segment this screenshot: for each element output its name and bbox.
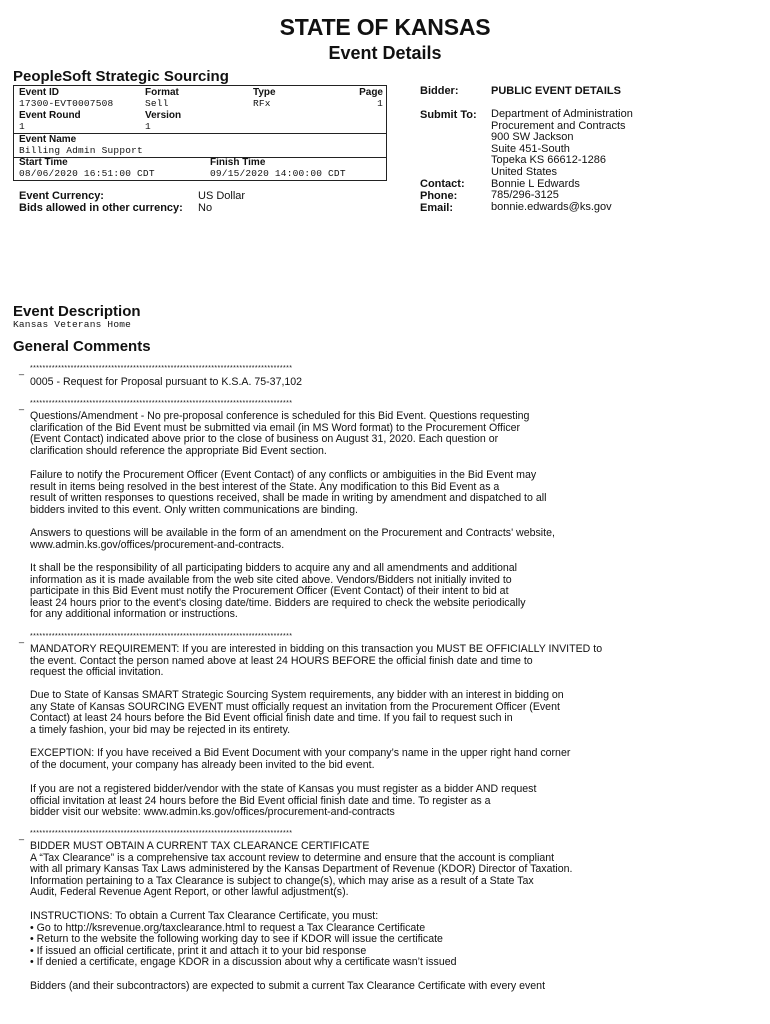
event-id-value: 17300-EVT0007508 <box>19 98 114 109</box>
contact-name: Bonnie L Edwards <box>491 177 580 190</box>
comment-paragraph: Bidders (and their subcontractors) are expected to submit a current Tax Clearance Certificate with every event <box>30 980 546 992</box>
comment-paragraph: BIDDER MUST OBTAIN A CURRENT TAX CLEARANCE CERTIFICATE A “Tax Clearance” is a comprehensive tax account review to determine and ensure that the account is compliant with all primary Kansas Tax Laws administered by the Kansas Department of Revenue (KDOR) Director of Taxation. Information pertaining to a Tax Clearance is subject to change(s), which may arise as a result of a State Tax Audit, Federal Revenue Agent Report, or other lawful adjustment(s). <box>30 840 573 899</box>
comment-bullet: _ <box>19 830 25 840</box>
comment-paragraph: EXCEPTION: If you have received a Bid Event Document with your company’s name in the upper right hand corner of the document, your company has already been invited to the bid event. <box>30 747 571 771</box>
format-value: Sell <box>145 98 169 109</box>
format-label: Format <box>145 87 179 98</box>
event-round-value: 1 <box>19 121 25 132</box>
event-description-text: Kansas Veterans Home <box>13 319 132 330</box>
address-line: Suite 451-South <box>491 142 570 155</box>
start-time-value: 08/06/2020 16:51:00 CDT <box>19 168 155 179</box>
comment-paragraph: Answers to questions will be available in the form of an amendment on the Procurement and Contracts' website, www.admin.ks.gov/offices/procurement-and-contracts. <box>30 527 555 551</box>
system-name: PeopleSoft Strategic Sourcing <box>13 68 229 85</box>
address-line: Department of Administration <box>491 108 633 120</box>
type-value: RFx <box>253 98 271 109</box>
address-line: United States <box>491 165 558 178</box>
event-description-heading: Event Description <box>13 303 141 320</box>
comment-separator: ************************************************************************************ <box>30 365 293 372</box>
box-divider <box>14 157 386 158</box>
event-round-label: Event Round <box>19 110 81 121</box>
event-info-box <box>13 85 387 181</box>
version-label: Version <box>145 110 182 121</box>
contact-label: Contact: <box>420 178 465 190</box>
event-currency-label: Event Currency: <box>19 190 104 202</box>
other-currency-value: No <box>198 202 213 214</box>
comment-bullet: _ <box>19 633 25 643</box>
address-line: 900 SW Jackson <box>491 131 574 144</box>
bidder-label: Bidder: <box>420 85 459 97</box>
finish-time-label: Finish Time <box>210 157 266 168</box>
comment-separator: ************************************************************************************ <box>30 400 293 407</box>
event-name-label: Event Name <box>19 134 77 145</box>
document-title: STATE OF KANSAS <box>279 14 491 40</box>
comment-paragraph: MANDATORY REQUIREMENT: If you are interested in bidding on this transaction you MUST BE OFFICIALLY INVITED to the event. Contact the person named above at least 24 HOURS BEFORE the official finish date and time to request the official invitation. <box>30 643 603 679</box>
phone-label: Phone: <box>420 190 458 202</box>
submit-to-label: Submit To: <box>420 109 477 121</box>
submit-to-address <box>491 109 633 213</box>
email-label: Email: <box>420 202 454 214</box>
contact-email[interactable]: bonnie.edwards@ks.gov <box>491 200 612 213</box>
comment-paragraph: INSTRUCTIONS: To obtain a Current Tax Clearance Certificate, you must: • Go to http://ksrevenue.org/taxclearance.html to request a Tax Clearance Certificate • Return to the website the following working day to see if KDOR will issue the certificate • If issued an official certificate, print it and attach it to your bid response • If denied a certificate, engage KDOR in a discussion about why a certificate wasn’t issued <box>30 910 457 969</box>
version-value: 1 <box>145 121 151 132</box>
comment-paragraph: 0005 - Request for Proposal pursuant to K.S.A. 75-37,102 <box>30 376 303 388</box>
page-value: 1 <box>377 98 383 109</box>
bidder-value: PUBLIC EVENT DETAILS <box>491 85 621 97</box>
page-label: Page <box>359 87 383 98</box>
event-currency-value: US Dollar <box>198 190 246 202</box>
general-comments-heading: General Comments <box>13 338 151 355</box>
type-label: Type <box>253 87 276 98</box>
comment-paragraph: Due to State of Kansas SMART Strategic Sourcing System requirements, any bidder with an interest in bidding on any State of Kansas SOURCING EVENT must officially request an invitation from the Procurement Officer (Event Contact) at least 24 hours before the Bid Event official finish date and time. If you fail to request such in a timely fashion, your bid may be rejected in its entirety. <box>30 689 564 736</box>
comment-bullet: _ <box>19 365 25 375</box>
comment-separator: ************************************************************************************ <box>30 830 293 837</box>
comment-separator: ************************************************************************************ <box>30 633 293 640</box>
comment-bullet: _ <box>19 400 25 410</box>
comment-paragraph: Failure to notify the Procurement Officer (Event Contact) of any conflicts or ambiguities in the Bid Event may result in items being resolved in the best interest of the State. Any modification to this Bid Event as a result of written responses to questions received, shall be made in writing by amendment and dispatched to all bidders invited to this event. Only written communications are binding. <box>30 469 547 516</box>
event-id-label: Event ID <box>19 87 60 98</box>
start-time-label: Start Time <box>19 157 68 168</box>
comment-paragraph: It shall be the responsibility of all participating bidders to acquire any and all amendments and additional information as it is made available from the web site cited above. Vendors/Bidders not initially invited to participate in this Bid Event must notify the Procurement Officer (Event Contact) of their intent to bid at least 24 hours prior to the event's closing date/time. Bidders are required to check the website periodically for any additional information or instructions. <box>30 562 526 621</box>
finish-time-value: 09/15/2020 14:00:00 CDT <box>210 168 346 179</box>
address-line: Procurement and Contracts <box>491 119 626 132</box>
address-line: Topeka KS 66612-1286 <box>491 154 606 167</box>
comment-paragraph: Questions/Amendment - No pre-proposal conference is scheduled for this Bid Event. Questions requesting clarification of the Bid Event must be submitted via email (in MS Word format) to the Procurement Officer (Event Contact) indicated above prior to the close of business on August 31, 2020. Each question or clarification should reference the appropriate Bid Event section. <box>30 410 530 457</box>
other-currency-label: Bids allowed in other currency: <box>19 202 183 214</box>
document-subtitle: Event Details <box>328 43 442 63</box>
event-name-value: Billing Admin Support <box>19 145 143 156</box>
comment-paragraph: If you are not a registered bidder/vendor with the state of Kansas you must register as a bidder AND request official invitation at least 24 hours before the Bid Event official finish date and time. To register as a bidder visit our website: www.admin.ks.gov/offices/procurement-and-contracts <box>30 783 537 819</box>
contact-phone: 785/296-3125 <box>491 189 559 202</box>
